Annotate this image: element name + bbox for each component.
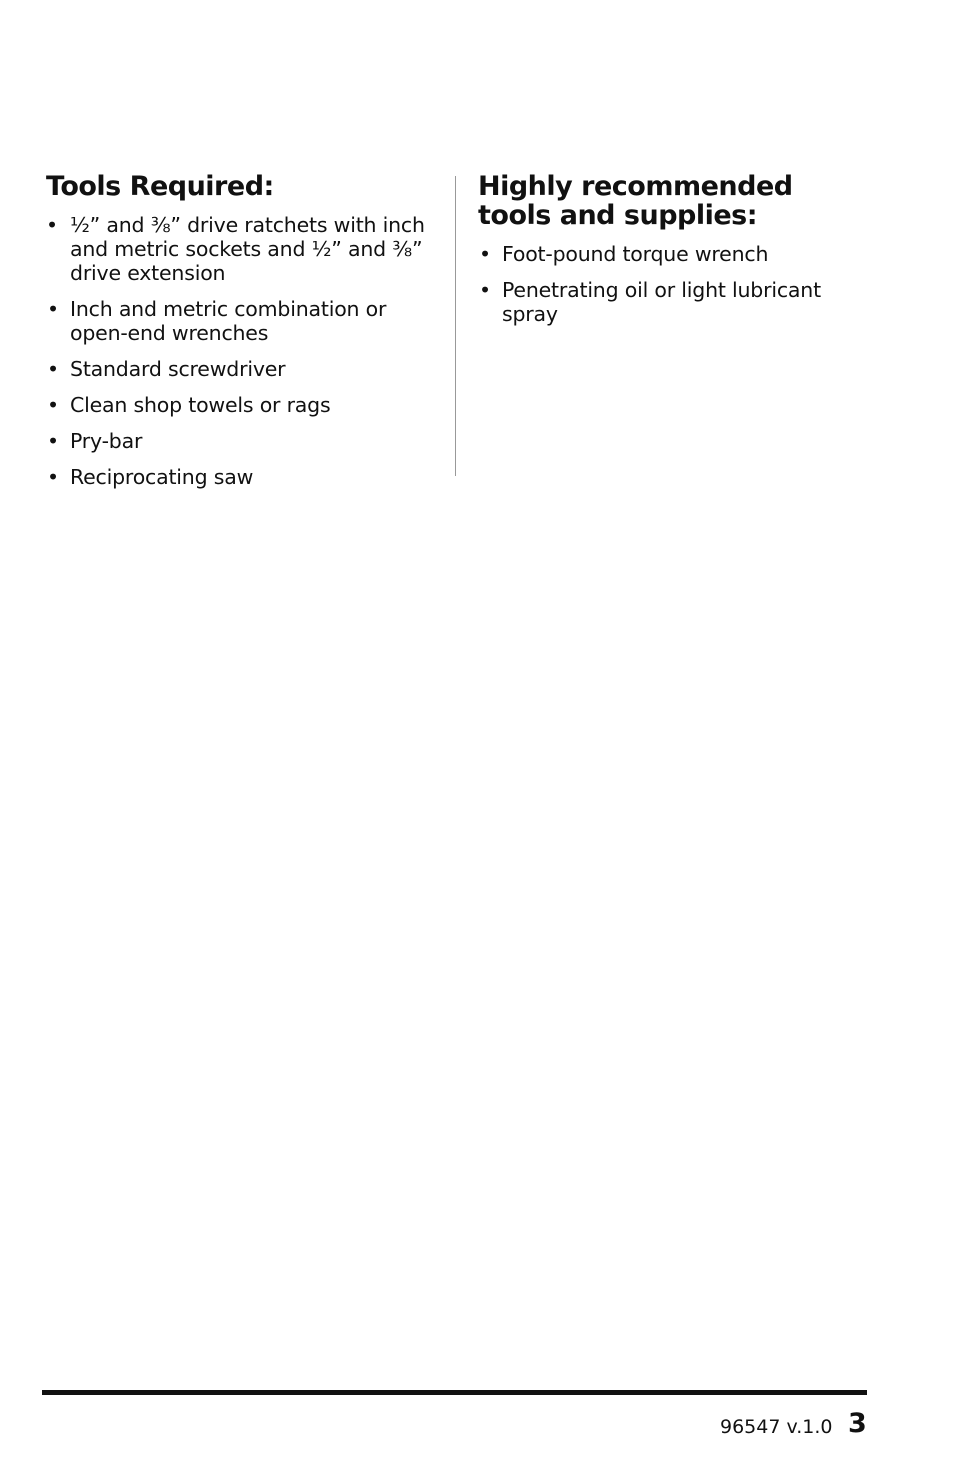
recommended-tools-list <box>478 242 838 326</box>
list-item: • Inch and metric combination or open-end wrenches <box>46 297 442 345</box>
tools-required-heading: Tools Required: <box>46 171 274 202</box>
list-item: • Standard screwdriver <box>46 357 442 381</box>
tools-required-list <box>46 213 442 489</box>
list-item: • Reciprocating saw <box>46 465 442 489</box>
list-item: • Clean shop towels or rags <box>46 393 442 417</box>
list-item: • Foot-pound torque wrench <box>478 242 838 266</box>
column-divider <box>455 176 456 476</box>
tools-required-section <box>46 172 442 501</box>
page-number: 3 <box>848 1408 867 1439</box>
footer-rule <box>42 1390 867 1395</box>
list-item: • Penetrating oil or light lubricant spray <box>478 278 838 326</box>
recommended-tools-heading: Highly recommended tools and supplies: <box>478 171 793 231</box>
list-item: • Pry-bar <box>46 429 442 453</box>
list-item: • ½” and ⅜” drive ratchets with inch and metric sockets and ½” and ⅜” drive extension <box>46 213 442 285</box>
document-code: 96547 v.1.0 <box>720 1416 833 1438</box>
recommended-tools-section <box>478 172 838 338</box>
